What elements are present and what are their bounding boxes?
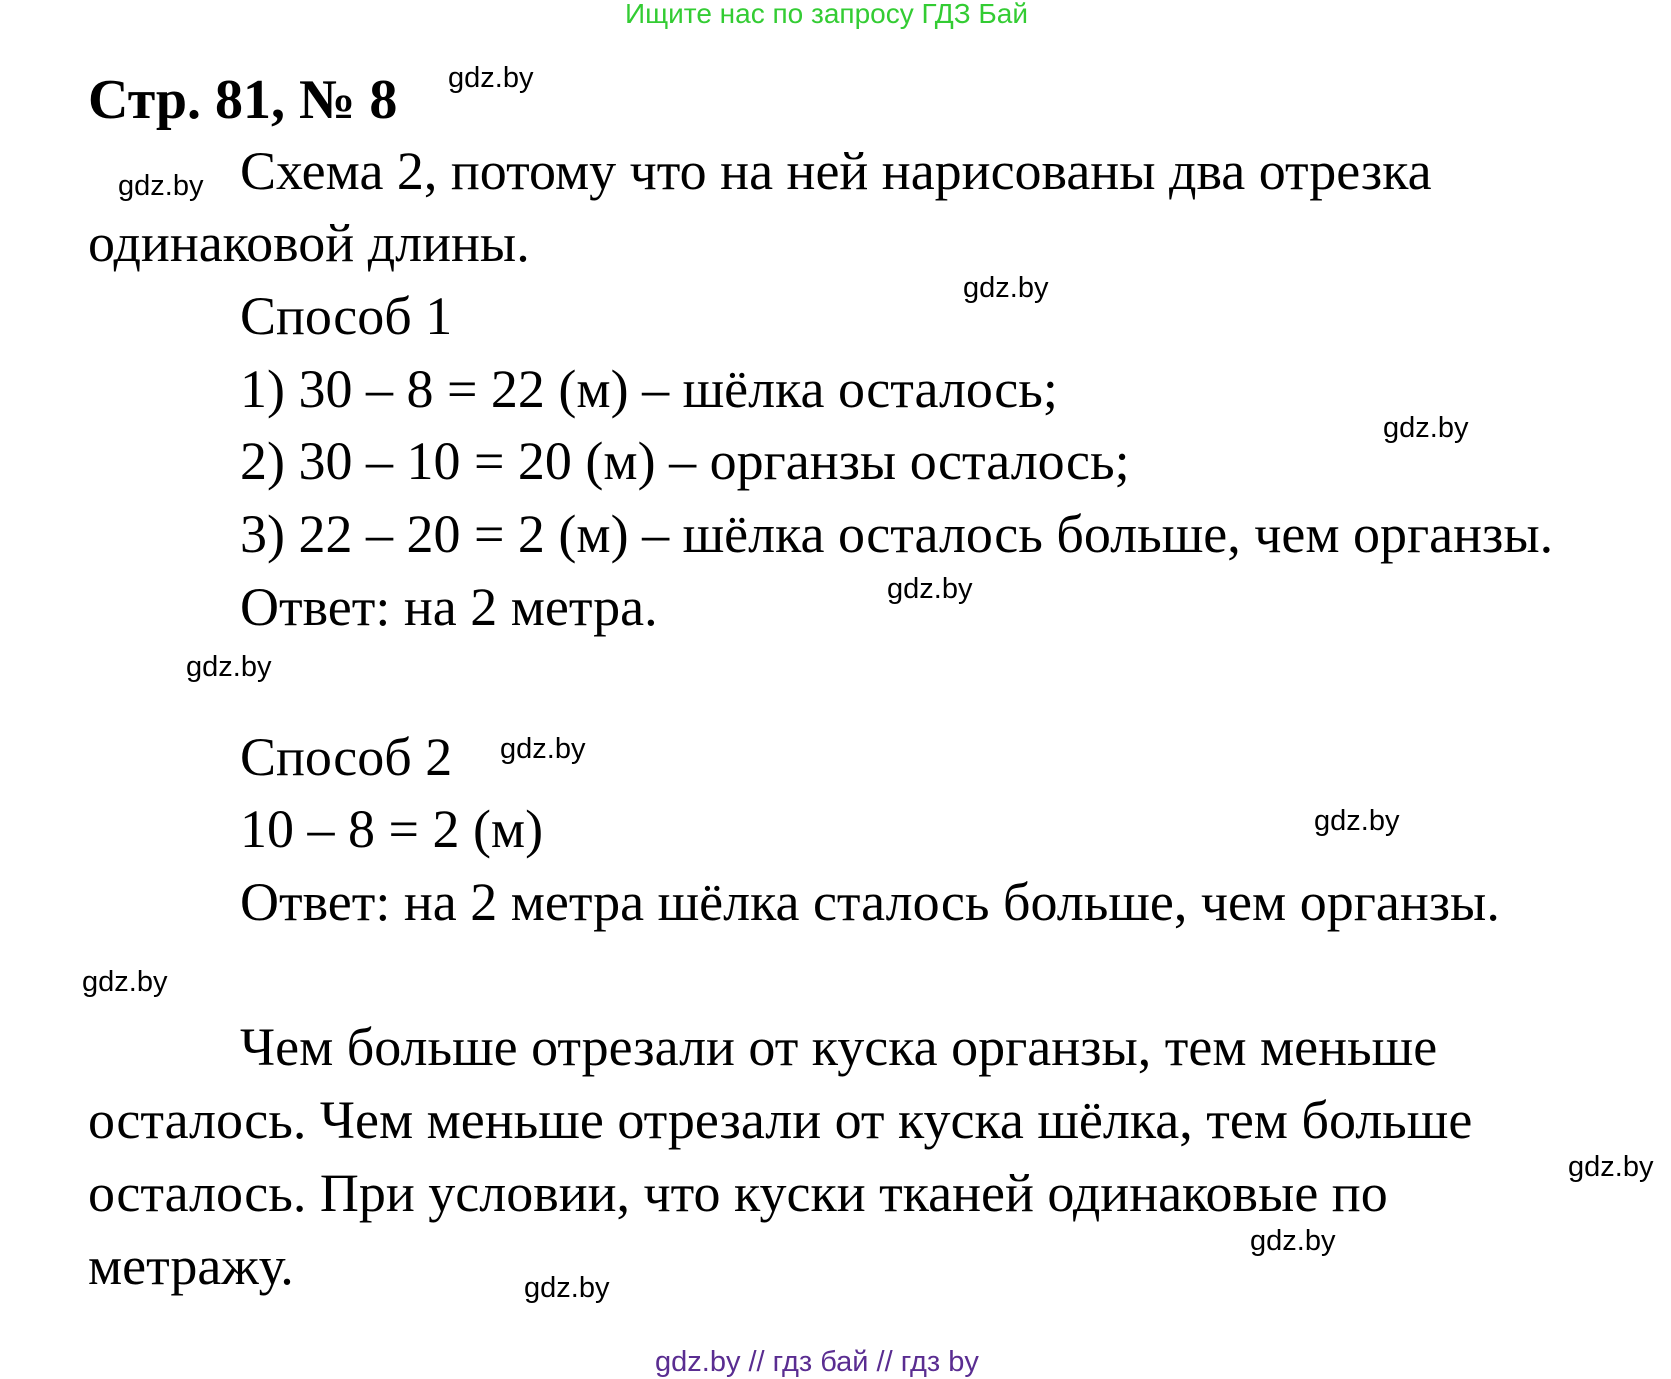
page-title: Стр. 81, № 8 [88,69,398,131]
watermark: gdz.by [1383,412,1469,444]
watermark: gdz.by [524,1272,610,1304]
watermark: gdz.by [186,651,272,683]
watermark: gdz.by [963,272,1049,304]
text-line-1: Схема 2, потому что на ней нарисованы два отрезка [240,141,1432,201]
text-line-2: одинаковой длины. [88,213,530,273]
method-1-heading: Способ 1 [240,286,453,346]
method-2-heading: Способ 2 [240,727,453,787]
conclusion-line-3: осталось. При условии, что куски тканей одинаковые по [88,1163,1388,1223]
conclusion-line-2: осталось. Чем меньше отрезали от куска шёлка, тем больше [88,1090,1473,1150]
watermark: gdz.by [1568,1151,1654,1183]
method-1-step-2: 2) 30 – 10 = 20 (м) – органзы осталось; [240,431,1130,491]
method-1-answer: Ответ: на 2 метра. [240,577,658,637]
conclusion-line-4: метражу. [88,1236,294,1296]
watermark: gdz.by [887,573,973,605]
method-2-answer: Ответ: на 2 метра шёлка сталось больше, чем органзы. [240,872,1500,932]
search-banner: Ищите нас по запросу ГДЗ Бай [625,0,1029,29]
watermark: gdz.by [118,170,204,202]
watermark: gdz.by [82,966,168,998]
method-1-step-3: 3) 22 – 20 = 2 (м) – шёлка осталось больше, чем органзы. [240,504,1554,564]
watermark: gdz.by [1314,805,1400,837]
conclusion-line-1: Чем больше отрезали от куска органзы, тем меньше [240,1017,1438,1077]
method-2-expression: 10 – 8 = 2 (м) [240,799,544,859]
footer-links: gdz.by // гдз бай // гдз by [655,1346,979,1378]
watermark: gdz.by [1250,1225,1336,1257]
watermark: gdz.by [500,733,586,765]
method-1-step-1: 1) 30 – 8 = 22 (м) – шёлка осталось; [240,359,1058,419]
watermark: gdz.by [448,62,534,94]
